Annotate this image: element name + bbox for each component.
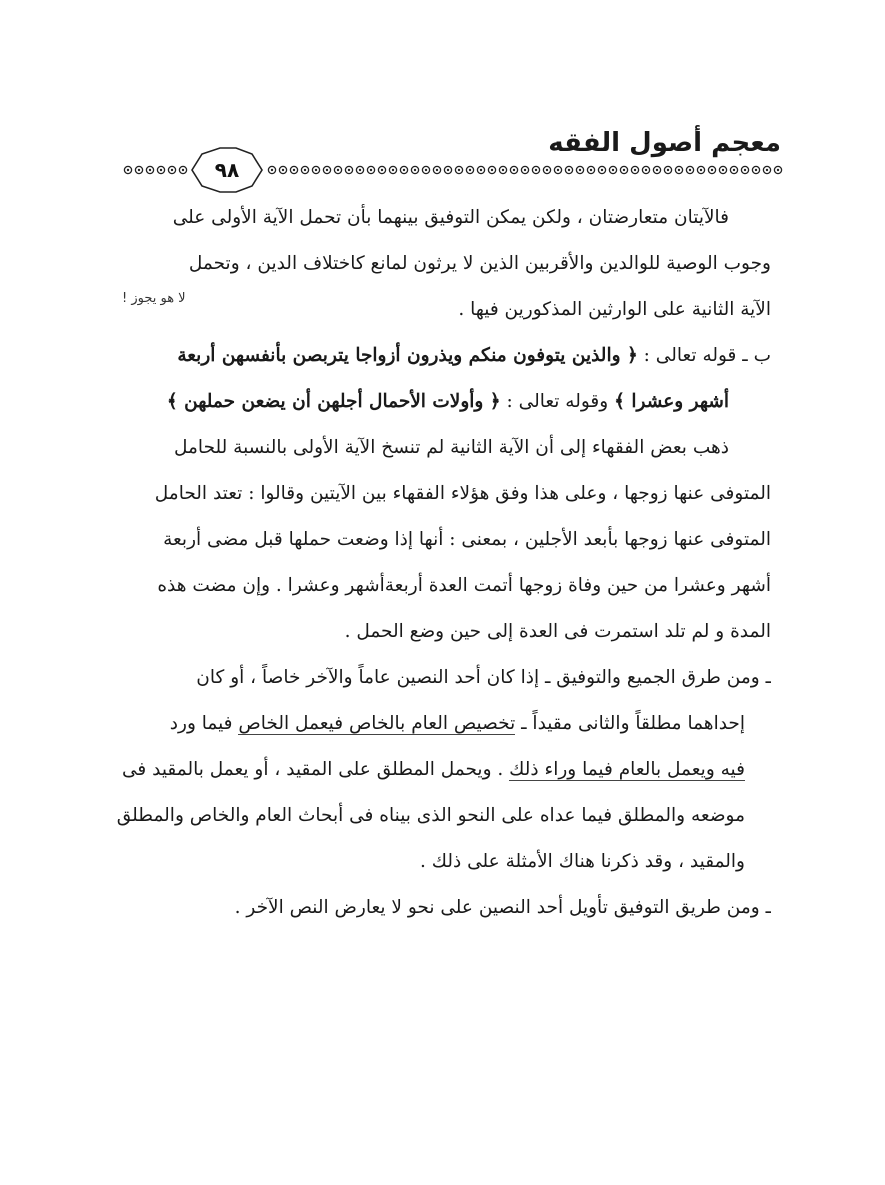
verse-connector: وقوله تعالى : bbox=[500, 391, 615, 412]
border-dot-center bbox=[645, 169, 647, 171]
text-segment: إحداهما مطلقاً والثانى مقيداً ـ bbox=[515, 713, 745, 734]
border-dot-center bbox=[315, 169, 317, 171]
text-line: فالآيتان متعارضتان ، ولكن يمكن التوفيق بينهما بأن تحمل الآية الأولى على bbox=[172, 207, 729, 228]
text-line: المدة و لم تلد استمرت فى العدة إلى حين وضع الحمل . bbox=[344, 621, 771, 642]
border-dot-center bbox=[601, 169, 603, 171]
text-line: الآية الثانية على الوارثين المذكورين فيها . bbox=[458, 299, 771, 320]
border-dot-center bbox=[711, 169, 713, 171]
verse-line bbox=[111, 333, 771, 379]
border-dot-center bbox=[612, 169, 614, 171]
border-dot-center bbox=[436, 169, 438, 171]
border-dot-center bbox=[557, 169, 559, 171]
text-line: وجوب الوصية للوالدين والأقربين الذين لا يرثون لمانع كاختلاف الدين ، وتحمل bbox=[188, 253, 771, 274]
border-dot-center bbox=[623, 169, 625, 171]
border-dot-center bbox=[271, 169, 273, 171]
border-dot-center bbox=[414, 169, 416, 171]
border-dot-center bbox=[348, 169, 350, 171]
border-dot-center bbox=[700, 169, 702, 171]
border-dot-center bbox=[392, 169, 394, 171]
text-line: المتوفى عنها زوجها بأبعد الأجلين ، بمعنى : أنها إذا وضعت حملها قبل مضى أربعة bbox=[163, 529, 771, 550]
page-body bbox=[111, 195, 771, 931]
border-dot-center bbox=[733, 169, 735, 171]
border-dot-center bbox=[524, 169, 526, 171]
border-dot-center bbox=[678, 169, 680, 171]
border-dot-center bbox=[359, 169, 361, 171]
text-line: أشهر وعشرا من حين وفاة زوجها أتمت العدة أربعةأشهر وعشرا . وإن مضت هذه bbox=[157, 575, 771, 596]
border-dot-center bbox=[458, 169, 460, 171]
page-number: ٩٨ bbox=[214, 158, 240, 182]
border-dot-center bbox=[656, 169, 658, 171]
border-dot-center bbox=[403, 169, 405, 171]
quran-verse: أشهر وعشرا ﴾ bbox=[614, 391, 729, 412]
border-dot-center bbox=[425, 169, 427, 171]
text-line bbox=[111, 747, 771, 793]
list-item-line: ـ ومن طرق الجميع والتوفيق ـ إذا كان أحد النصين عاماً والآخر خاصاً ، أو كان bbox=[196, 667, 771, 688]
border-dot-center bbox=[337, 169, 339, 171]
border-dot-center bbox=[127, 169, 129, 171]
border-dot-center bbox=[171, 169, 173, 171]
text-line bbox=[111, 701, 771, 747]
text-segment: فيما ورد bbox=[169, 713, 239, 734]
border-dot-center bbox=[579, 169, 581, 171]
text-line: موضعه والمطلق فيما عداه على النحو الذى بيناه فى أبحاث العام والخاص والمطلق bbox=[116, 805, 745, 826]
border-dot-center bbox=[513, 169, 515, 171]
border-dot-center bbox=[535, 169, 537, 171]
border-dot-center bbox=[568, 169, 570, 171]
underlined-text: تخصيص العام بالخاص فيعمل الخاص bbox=[238, 713, 516, 734]
border-dot-center bbox=[182, 169, 184, 171]
border-dot-center bbox=[138, 169, 140, 171]
border-dot-center bbox=[590, 169, 592, 171]
border-dot-center bbox=[491, 169, 493, 171]
book-title: معجم أصول الفقه bbox=[548, 128, 781, 158]
text-line: المتوفى عنها زوجها ، وعلى هذا وفق هؤلاء الفقهاء بين الآيتين وقالوا : تعتد الحامل bbox=[154, 483, 771, 504]
border-dot-center bbox=[149, 169, 151, 171]
border-dot-center bbox=[381, 169, 383, 171]
border-dot-center bbox=[689, 169, 691, 171]
border-dot-center bbox=[777, 169, 779, 171]
text-segment: . ويحمل المطلق على المقيد ، أو يعمل بالمقيد فى bbox=[121, 759, 510, 780]
border-dots-right bbox=[268, 166, 781, 173]
quran-verse: ﴿ وأولات الأحمال أجلهن أن يضعن حملهن ﴾ bbox=[166, 391, 501, 412]
border-dot-center bbox=[722, 169, 724, 171]
border-dot-center bbox=[546, 169, 548, 171]
underlined-text: فيه ويعمل بالعام فيما وراء ذلك bbox=[509, 759, 745, 780]
border-dot-center bbox=[447, 169, 449, 171]
border-dot-center bbox=[667, 169, 669, 171]
border-dot-center bbox=[293, 169, 295, 171]
border-dot-center bbox=[282, 169, 284, 171]
border-dot-center bbox=[160, 169, 162, 171]
ornamental-border bbox=[122, 146, 785, 194]
border-dot-center bbox=[502, 169, 504, 171]
border-dot-center bbox=[469, 169, 471, 171]
border-dot-center bbox=[755, 169, 757, 171]
verse-line bbox=[111, 379, 771, 425]
border-dot-center bbox=[326, 169, 328, 171]
handwritten-margin-note: لا هو يجوز ! bbox=[122, 291, 186, 306]
border-dot-center bbox=[480, 169, 482, 171]
border-dot-center bbox=[304, 169, 306, 171]
verse-intro: ب ـ قوله تعالى : bbox=[637, 345, 771, 366]
text-line: والمقيد ، وقد ذكرنا هناك الأمثلة على ذلك . bbox=[420, 851, 745, 872]
quran-verse: ﴿ والذين يتوفون منكم ويذرون أزواجا يتربصن بأنفسهن أربعة bbox=[177, 345, 638, 366]
border-dot-center bbox=[634, 169, 636, 171]
text-line: ذهب بعض الفقهاء إلى أن الآية الثانية لم تنسخ الآية الأولى بالنسبة للحامل bbox=[174, 437, 729, 458]
list-item-line: ـ ومن طريق التوفيق تأويل أحد النصين على نحو لا يعارض النص الآخر . bbox=[234, 897, 771, 918]
border-dots-left bbox=[124, 166, 186, 173]
border-dot-center bbox=[370, 169, 372, 171]
border-dot-center bbox=[744, 169, 746, 171]
border-dot-center bbox=[766, 169, 768, 171]
